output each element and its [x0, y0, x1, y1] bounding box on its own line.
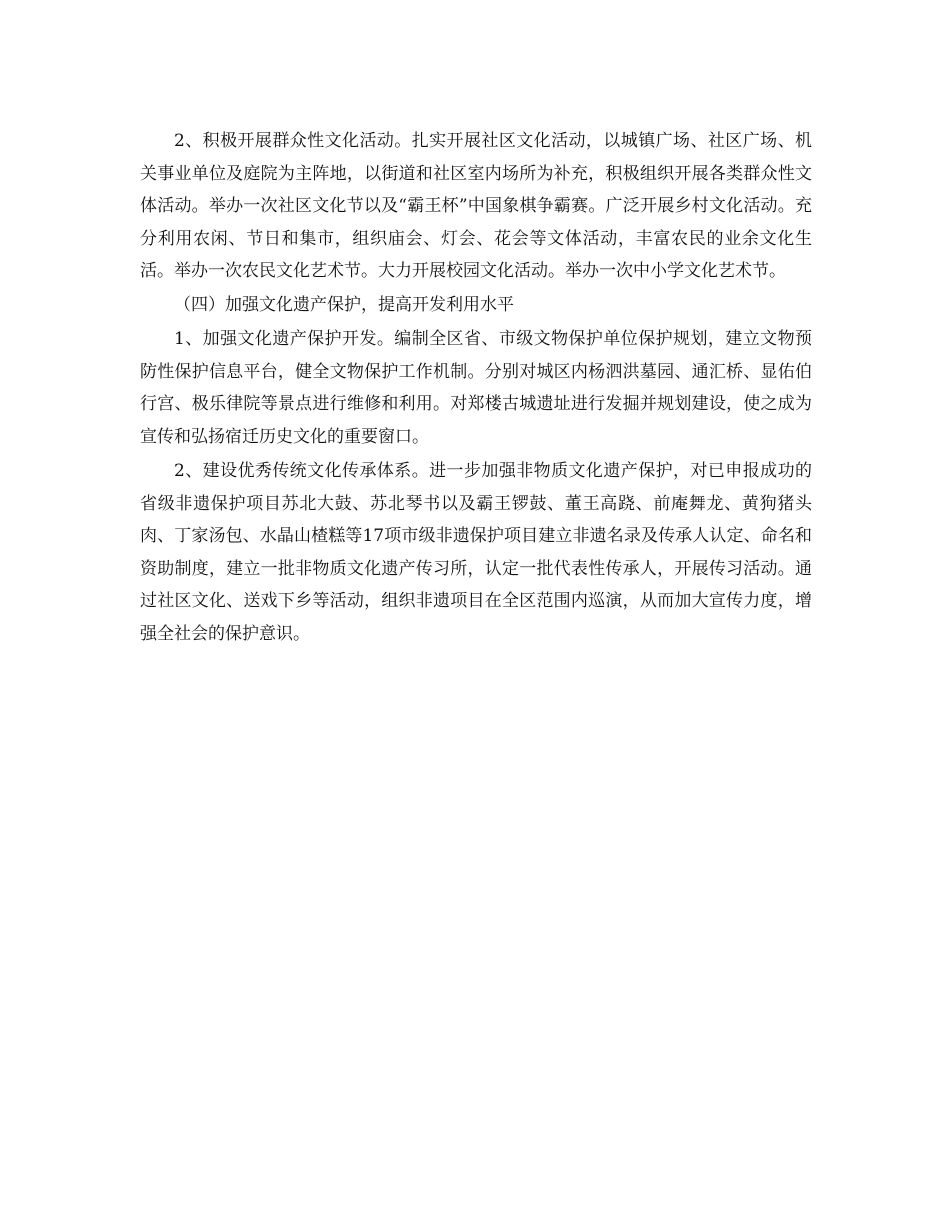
paragraph-heritage-protection-development: 1、加强文化遗产保护开发。编制全区省、市级文物保护单位保护规划，建立文物预防性保护信息平台，健全文物保护工作机制。分别对城区内杨泗洪墓园、通汇桥、显佑伯行宫、极乐律院等景点进行维修和利用。对郑楼古城遗址进行发掘并规划建设，使之成为宣传和弘扬宿迁历史文化的重要窗口。 [140, 329, 812, 447]
document-body [140, 125, 812, 650]
section-heading-heritage-protection: （四）加强文化遗产保护，提高开发利用水平 [174, 294, 514, 315]
paragraph-mass-cultural-activities: 2、积极开展群众性文化活动。扎实开展社区文化活动，以城镇广场、社区广场、机关事业单位及庭院为主阵地，以街道和社区室内场所为补充，积极组织开展各类群众性文体活动。举办一次社区文化节以及“霸王杯”中国象棋争霸赛。广泛开展乡村文化活动。充分利用农闲、节日和集市，组织庙会、灯会、花会等文体活动，丰富农民的业余文化生活。举办一次农民文化艺术节。大力开展校园文化活动。举办一次中小学文化艺术节。 [140, 131, 812, 281]
paragraph-traditional-culture-inheritance: 2、建设优秀传统文化传承体系。进一步加强非物质文化遗产保护，对已申报成功的省级非遗保护项目苏北大鼓、苏北琴书以及霸王锣鼓、董王高跷、前庵舞龙、黄狗猪头肉、丁家汤包、水晶山楂糕等17项市级非遗保护项目建立非遗名录及传承人认定、命名和资助制度，建立一批非物质文化遗产传习所，认定一批代表性传承人，开展传习活动。通过社区文化、送戏下乡等活动，组织非遗项目在全区范围内巡演，从而加大宣传力度，增强全社会的保护意识。 [140, 461, 812, 644]
